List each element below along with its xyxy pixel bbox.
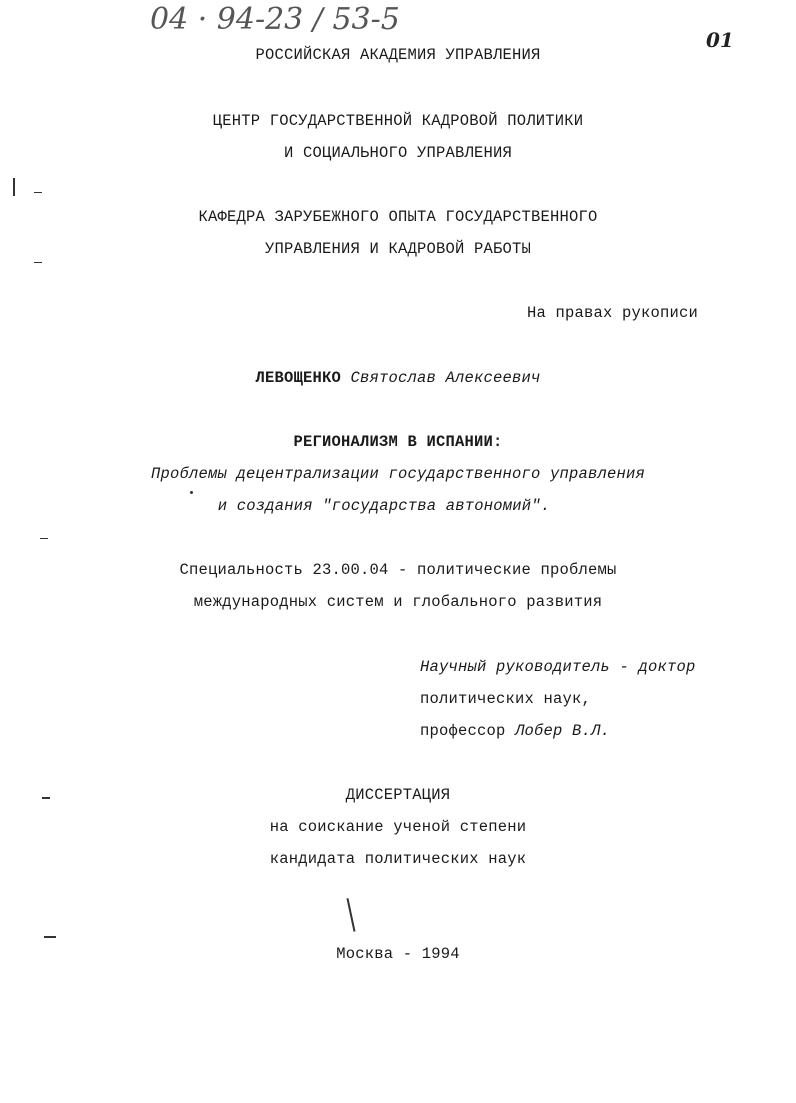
author-surname: ЛЕВОЩЕНКО (255, 369, 341, 387)
thesis-title: РЕГИОНАЛИЗМ В ИСПАНИИ: (293, 433, 503, 451)
supervisor-rank: профессор (420, 722, 506, 740)
manuscript-note: На правах рукописи (526, 304, 698, 322)
scan-mark-dot (190, 491, 193, 494)
scan-mark-left-dash (34, 192, 42, 193)
author-name (0, 368, 796, 388)
thesis-subtitle-line1: Проблемы децентрализации государственного управления (150, 465, 646, 483)
scan-mark-left-bar (13, 178, 15, 196)
place-year: Москва - 1994 (336, 945, 460, 963)
thesis-subtitle-line2: и создания "государства автономий". (217, 497, 551, 515)
degree-line1: ДИССЕРТАЦИЯ (345, 786, 451, 804)
degree-line2: на соискание ученой степени (269, 818, 527, 836)
scan-mark-left-dash (40, 538, 48, 539)
supervisor-line3 (420, 721, 610, 741)
academy-name: РОССИЙСКАЯ АКАДЕМИЯ УПРАВЛЕНИЯ (255, 46, 541, 64)
supervisor-title: Научный руководитель - доктор (420, 658, 696, 676)
specialty-line1: Специальность 23.00.04 - политические проблемы (179, 561, 617, 579)
department-name-line1: КАФЕДРА ЗАРУБЕЖНОГО ОПЫТА ГОСУДАРСТВЕННОГО (198, 208, 598, 226)
degree-line3: кандидата политических наук (269, 850, 527, 868)
center-name-line1: ЦЕНТР ГОСУДАРСТВЕННОЙ КАДРОВОЙ ПОЛИТИКИ (212, 112, 584, 130)
scan-mark-left-dash (34, 262, 42, 263)
page-mark-handwritten: 01 (706, 28, 734, 52)
supervisor-line1 (420, 657, 696, 677)
specialty-line2: международных систем и глобального развития (193, 593, 603, 611)
supervisor-name: Лобер В.Л. (515, 722, 611, 740)
archive-number-handwritten: 04 · 94-23 / 53-5 (150, 2, 400, 37)
scan-mark-left-dash (42, 797, 50, 799)
scan-mark-left-dash (44, 936, 56, 938)
supervisor-line2: политических наук, (420, 690, 592, 708)
center-name-line2: И СОЦИАЛЬНОГО УПРАВЛЕНИЯ (283, 144, 513, 162)
department-name-line2: УПРАВЛЕНИЯ И КАДРОВОЙ РАБОТЫ (264, 240, 532, 258)
author-given-names: Святослав Алексеевич (350, 369, 541, 387)
scan-mark-vertical-stroke (346, 898, 355, 932)
